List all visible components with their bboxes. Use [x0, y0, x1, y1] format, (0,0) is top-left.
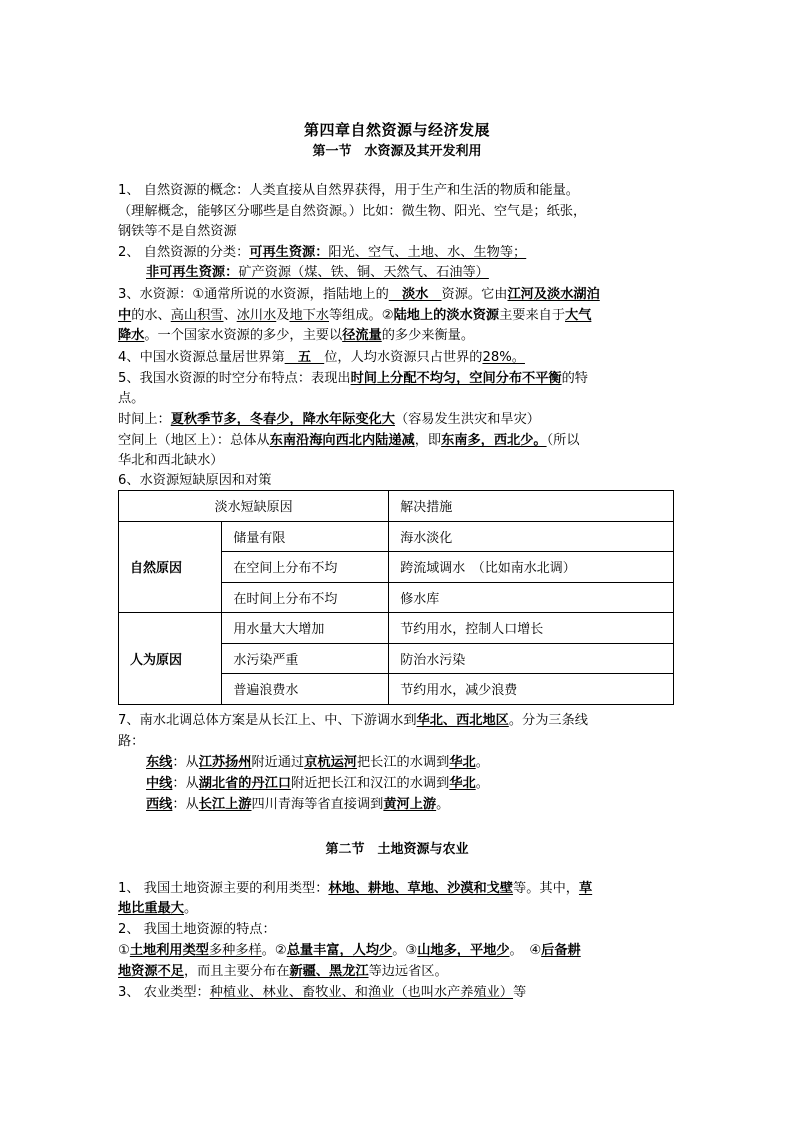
- keyword: 中: [118, 308, 132, 323]
- keyword: 后备耕: [541, 943, 581, 958]
- para-3-line-1: [118, 285, 678, 305]
- text: 的水、: [131, 308, 171, 323]
- para-4: [118, 348, 678, 368]
- land-para-2-line-1: 2、 我国土地资源的特点：: [118, 922, 276, 937]
- route-east: [146, 753, 706, 773]
- table-cell-cause: 水污染严重: [222, 643, 389, 674]
- route-middle: [146, 774, 706, 794]
- para-6: 6、水资源短缺原因和对策: [118, 473, 272, 488]
- para-2-line-2: [146, 263, 706, 283]
- text: 资源。它由: [441, 287, 508, 302]
- keyword: 林地、耕地、草地、沙漠和戈壁: [328, 881, 514, 896]
- para-1-line-1: 1、 自然资源的概念：人类直接从自然界获得，用于生产和生活的物质和能量。: [118, 183, 579, 198]
- keyword: 华北: [449, 755, 476, 770]
- table-row: [119, 521, 674, 552]
- keyword: 阳光、空气、土地、水、生物等；: [328, 245, 527, 260]
- table-cell-cause: 用水量大大增加: [222, 613, 389, 644]
- table-cell-cause: 在时间上分布不均: [222, 582, 389, 613]
- keyword: 矿产资源（煤、铁、铜、天然气、石油等）: [238, 265, 489, 280]
- text: 。②: [261, 943, 287, 958]
- text: 的特: [561, 371, 588, 386]
- text: 。: [475, 776, 489, 791]
- keyword: 大气: [565, 308, 592, 323]
- keyword: 总量丰富，人均少: [286, 943, 393, 958]
- keyword: 湖北省的丹江口: [198, 776, 292, 791]
- text: 附近把长江和汉江的水调到: [291, 776, 450, 791]
- para-5-line-5: 华北和西北缺水）: [118, 453, 224, 468]
- table-row: [119, 613, 674, 644]
- land-para-1-line-1: [118, 879, 678, 899]
- keyword: 可再生资源：: [249, 245, 329, 260]
- text: （所以: [546, 433, 580, 448]
- keyword: 陆地上的淡水资源: [393, 308, 500, 323]
- para-1-line-3: 钢铁等不是自然资源: [118, 224, 237, 239]
- text: 。: [436, 797, 450, 812]
- text: 。: [183, 901, 198, 916]
- text: ：从: [172, 797, 199, 812]
- text: 。分为三条线: [508, 713, 588, 728]
- table-header-solution: 解决措施: [389, 491, 674, 522]
- keyword: 径流量: [342, 328, 382, 343]
- para-5-line-1: [118, 369, 678, 389]
- table-cell-solution: 节约用水，减少浪费: [389, 674, 674, 705]
- text: 等组成。②: [329, 308, 394, 323]
- keyword: 草: [578, 881, 593, 896]
- keyword: 土地利用类型: [129, 943, 209, 958]
- chapter-title: 第四章自然资源与经济发展: [303, 121, 490, 139]
- table-cell-solution: 防治水污染: [389, 643, 674, 674]
- text: 时间上：: [118, 412, 171, 427]
- land-para-3: [118, 983, 678, 1003]
- para-5-line-3: [118, 410, 678, 430]
- keyword: 华北: [449, 776, 476, 791]
- keyword: 降水: [118, 328, 145, 343]
- text: ①: [118, 943, 130, 958]
- para-5-line-2: 点。: [118, 391, 145, 406]
- text: 四川青海等省直接调到: [251, 797, 384, 812]
- keyword: 夏秋季节多，冬春少，降水年际变化大: [170, 412, 395, 427]
- text: 把长江的水调到: [357, 755, 450, 770]
- keyword: 江苏扬州: [198, 755, 252, 770]
- para-5-line-4: [118, 431, 678, 451]
- keyword: 高山积雪: [170, 308, 224, 323]
- keyword: 中线: [146, 776, 173, 791]
- keyword: 东南沿海向西北内陆递减: [269, 433, 415, 448]
- keyword: 黄河上游: [383, 797, 437, 812]
- keyword: 新疆、黑龙江: [289, 964, 369, 979]
- text: 。: [475, 755, 489, 770]
- text: 及: [276, 308, 290, 323]
- text: 、: [223, 308, 237, 323]
- keyword: 京杭运河: [304, 755, 357, 770]
- table-cell-solution: 修水库: [389, 582, 674, 613]
- table-group-natural: 自然原因: [119, 521, 222, 613]
- keyword: 非可再生资源：: [146, 265, 239, 280]
- text: 附近通过: [251, 755, 305, 770]
- text: 位，人均水资源只占世界的: [324, 350, 483, 365]
- para-3-line-3: [118, 326, 678, 346]
- text: ：从: [172, 755, 199, 770]
- section-title-1: 第一节 水资源及其开发利用: [312, 144, 482, 159]
- text: 7、南水北调总体方案是从长江上、中、下游调水到: [118, 713, 417, 728]
- table-group-human: 人为原因: [119, 613, 222, 705]
- keyword: 地比重最大: [118, 901, 184, 916]
- text: 3、 农业类型：: [118, 985, 210, 1000]
- text: 。一个国家水资源的多少，主要以: [144, 328, 343, 343]
- para-2-line-1: [118, 243, 678, 263]
- text: ：从: [172, 776, 199, 791]
- table-cell-solution: 海水淡化: [389, 521, 674, 552]
- text: 2、 自然资源的分类：: [118, 245, 250, 260]
- land-para-2-line-3: [118, 962, 678, 982]
- text: 空间上（地区上）：总体从: [118, 433, 270, 448]
- text: 等: [513, 985, 527, 1000]
- para-3-line-2: [118, 306, 678, 326]
- keyword: 华北、西北地区: [416, 713, 509, 728]
- keyword: 冰川水: [236, 308, 277, 323]
- keyword: 地资源不足: [118, 964, 184, 979]
- section-title-2: 第二节 土地资源与农业: [325, 842, 469, 857]
- table-cell-solution: 跨流域调水 （比如南水北调）: [389, 552, 674, 583]
- text: 3、水资源：①通常所说的水资源，指陆地上的: [118, 287, 389, 302]
- route-west: [146, 795, 706, 815]
- text: 1、 我国土地资源主要的利用类型：: [118, 881, 329, 896]
- para-1-line-2: （理解概念，能够区分哪些是自然资源。）比如：微生物、阳光、空气是；纸张，: [118, 204, 587, 219]
- keyword: 东南多，西北少。: [441, 433, 547, 448]
- land-para-1-line-2: [118, 899, 678, 919]
- keyword: 地下水: [289, 308, 329, 323]
- text: （容易发生洪灾和旱灾）: [394, 412, 540, 427]
- keyword: 28%。: [482, 350, 525, 365]
- land-para-2-line-2: [118, 941, 678, 961]
- keyword: 山地多，平地少: [417, 943, 510, 958]
- water-shortage-table: [118, 490, 674, 705]
- table-header-cause: 淡水短缺原因: [119, 491, 389, 522]
- keyword: 种植业、林业、畜牧业、和渔业（也叫水产养殖业）: [209, 985, 514, 1000]
- table-cell-solution: 节约用水，控制人口增长: [389, 613, 674, 644]
- keyword: 淡水: [388, 287, 442, 302]
- text: 。③: [392, 943, 418, 958]
- text: 等。其中，: [513, 881, 579, 896]
- text: 等边远省区。: [368, 964, 448, 979]
- text: 。 ④: [509, 943, 542, 958]
- keyword: 长江上游: [198, 797, 252, 812]
- keyword: 江河及淡水湖泊: [507, 287, 600, 302]
- keyword: 时间上分配不均匀，空间分布不平衡: [350, 371, 562, 386]
- keyword: 西线: [146, 797, 173, 812]
- keyword: 五: [284, 350, 325, 365]
- para-7-line-2: 路：: [118, 734, 145, 749]
- text: ，即: [414, 433, 442, 448]
- keyword: 东线: [146, 755, 173, 770]
- table-header-row: [119, 491, 674, 522]
- keyword: 多种多样: [208, 943, 262, 958]
- text: 5、我国水资源的时空分布特点：表现出: [118, 371, 351, 386]
- text: ，而且主要分布在: [183, 964, 290, 979]
- table-cell-cause: 储量有限: [222, 521, 389, 552]
- text: 主要来自于: [499, 308, 566, 323]
- table-cell-cause: 普遍浪费水: [222, 674, 389, 705]
- text: 的多少来衡量。: [381, 328, 475, 343]
- para-7-line-1: [118, 711, 678, 731]
- table-cell-cause: 在空间上分布不均: [222, 552, 389, 583]
- text: 4、中国水资源总量居世界第: [118, 350, 285, 365]
